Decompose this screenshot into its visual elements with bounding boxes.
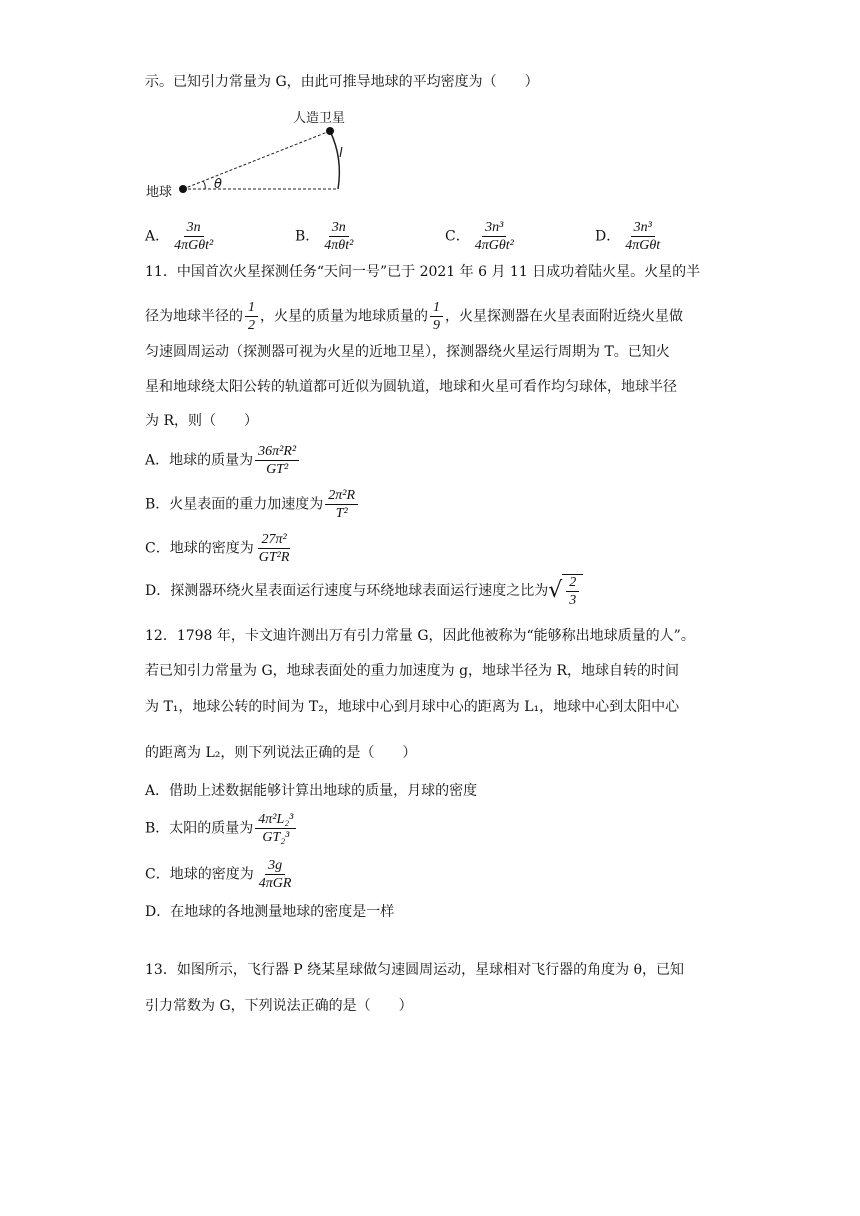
q10-stem-tail: 示。已知引力常量为 G，由此可推导地球的平均密度为（ ） [145,74,539,90]
q11-option-c [145,532,294,565]
fraction [472,220,517,253]
numerator: 1 [245,300,258,317]
q12-line-2: 若已知引力常量为 G，地球表面处的重力加速度为 g，地球半径为 R，地球自转的时间 [145,663,680,679]
satellite-label: 人造卫星 [293,111,346,126]
fraction [256,532,293,565]
option-label: C． [445,228,470,245]
option-text: A．地球的质量为 [145,452,254,469]
satellite-dot [326,127,334,135]
q13-line-2: 引力常数为 G，下列说法正确的是（ ） [145,998,413,1014]
q12-option-d: D．在地球的各地测量地球的密度是一样 [145,904,395,920]
option-text: C．地球的密度为 [145,540,254,557]
q12-line-3: 为 T₁，地球公转的时间为 T₂，地球中心到月球中心的距离为 L₁，地球中心到太阳中心 [145,699,680,715]
q11-line-2 [145,300,683,333]
q13-line-1: 13．如图所示，飞行器 P 绕某星球做匀速圆周运动，星球相对飞行器的角度为 θ，已知 [145,962,685,978]
q12-line-1: 12．1798 年，卡文迪许测出万有引力常量 G，因此他被称为“能够称出地球质量的人”。 [145,628,695,644]
q10-option-b [295,220,358,253]
numerator: 3n³ [631,220,655,237]
denominator: GT²R [258,550,290,565]
q10-option-a [145,220,218,253]
line-of-sight-dashed [183,131,330,189]
denominator: 4πθt² [324,238,354,253]
q11-line-5: 为 R，则（ ） [145,413,258,429]
fraction [566,575,579,608]
option-label: B． [295,228,320,245]
fraction [171,220,216,253]
option-text: B．太阳的质量为 [145,820,254,837]
numerator: 3n³ [482,220,506,237]
fraction [321,220,356,253]
text-segment: ，火星探测器在火星表面附近绕火星做 [445,308,683,325]
angle-arc [203,181,205,189]
q10-option-d [595,220,665,253]
text-segment: 径为地球半径的 [145,308,243,325]
q11-option-d [145,574,583,608]
denominator: 9 [433,318,440,333]
earth-label: 地球 [146,185,173,200]
q12-line-4: 的距离为 L₂，则下列说法正确的是（ ） [145,745,417,761]
fraction [622,220,663,253]
fraction-half [245,300,258,333]
denominator: GT₂³ [262,830,290,845]
option-text: D．探测器环绕火星表面运行速度与环绕地球表面运行速度之比为 [145,583,549,599]
denominator: 4πGR [258,876,292,891]
denominator: GT² [266,462,289,477]
numerator: 2π²R [325,488,358,505]
text-segment: ，火星的质量为地球质量的 [260,308,428,325]
q10-option-c [445,220,519,253]
numerator: 27π² [258,532,289,549]
q12-option-b [145,812,298,845]
q11-line-1: 11．中国首次火星探测任务“天问一号”已于 2021 年 6 月 11 日成功着陆火星。火星的半 [145,264,701,280]
orbit-arc [330,131,339,189]
q11-option-a [145,444,301,477]
numerator: 2 [566,575,579,592]
numerator: 3g [265,858,285,875]
denominator: T² [335,506,348,521]
option-text: C．地球的密度为 [145,866,254,883]
denominator: 2 [248,318,255,333]
q11-line-4: 星和地球绕太阳公转的轨道都可近似为圆轨道，地球和火星可看作均匀球体，地球半径 [145,379,677,395]
q11-line-3: 匀速圆周运动（探测器可视为火星的近地卫星），探测器绕火星运行周期为 T。已知火 [145,344,670,360]
numerator: 36π²R² [255,444,299,461]
fraction-ninth [430,300,443,333]
q11-option-b [145,488,360,521]
option-text: B．火星表面的重力加速度为 [145,496,324,513]
denominator: 4πGθt [625,238,661,253]
option-label: A． [145,228,170,245]
q12-option-a: A．借助上述数据能够计算出地球的质量，月球的密度 [145,783,478,799]
square-root: √ $\frac{2}{3}$ [548,574,583,608]
arc-label: l [339,146,343,161]
numerator: 3n [329,220,349,237]
numerator: 3n [184,220,204,237]
q10-figure [140,106,380,206]
fraction [255,444,299,477]
option-label: D． [595,228,621,245]
q12-option-c [145,858,296,891]
denominator: 3 [569,593,577,608]
fraction [256,858,295,891]
earth-dot [179,185,187,193]
fraction [255,812,296,845]
angle-label: θ [214,177,222,192]
numerator: 4π²L₂³ [255,812,296,829]
denominator: 4πGθt² [474,238,514,253]
fraction [325,488,358,521]
denominator: 4πGθt² [174,238,214,253]
numerator: 1 [430,300,443,317]
